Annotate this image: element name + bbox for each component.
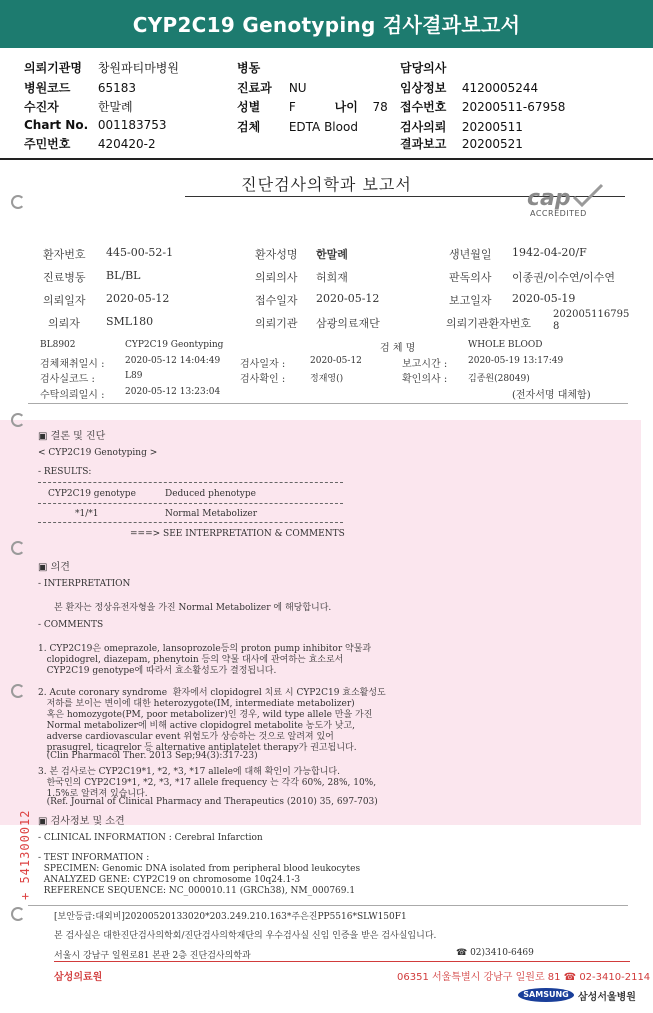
samsung-hospital-name: 삼성서울병원: [578, 992, 636, 1003]
patient-label: 판독의사: [449, 271, 492, 284]
info-section-heading: ▣ 검사정보 및 소견: [38, 816, 125, 827]
patient-value: BL/BL: [106, 269, 141, 282]
footer-org: 삼성의료원: [54, 972, 103, 983]
header-value: 20200521: [461, 137, 523, 151]
comment-line: (Ref. Journal of Clinical Pharmacy and Therapeutics (2010) 35, 697-703): [38, 797, 378, 807]
header-row: [400, 79, 538, 96]
genotype-value: *1/*1: [75, 509, 99, 519]
test-code: BL8902: [40, 340, 76, 350]
header-value: 4120005244: [461, 81, 539, 95]
header-label: 진료과: [237, 81, 272, 95]
patient-value: 202005116795: [553, 309, 630, 320]
received-label: 수탁의뢰일시 :: [40, 390, 105, 401]
comment-line: 3. 본 검사로는 CYP2C19*1, *2, *3, *17 allele에 대해 확인이 가능합니다.: [38, 767, 340, 777]
test-name: CYP2C19 Geontyping: [125, 340, 224, 350]
header-label: 검체: [237, 120, 261, 134]
patient-label: 접수일자: [255, 294, 298, 307]
comment-line: (Clin Pharmacol Ther. 2013 Sep;94(3):317-23): [38, 751, 258, 761]
report-time-value: 2020-05-19 13:17:49: [468, 356, 564, 366]
phone-line: ☎ 02)3410-6469: [456, 948, 534, 958]
section-rule: [28, 905, 628, 906]
patient-label: 보고일자: [449, 294, 492, 307]
punch-hole: [11, 541, 25, 555]
patient-value: 삼광의료재단: [316, 317, 380, 330]
patient-label: 환자번호: [43, 248, 86, 261]
specimen-value: WHOLE BLOOD: [468, 340, 543, 350]
age-label: 나이: [334, 100, 358, 114]
comment-line: adverse cardiovascular event 위험도가 상승하는 것으로 알려져 있어: [38, 732, 334, 742]
patient-value: 8: [553, 321, 560, 332]
header-value: NU: [288, 81, 307, 95]
header-row: [24, 79, 136, 96]
comments-label: - COMMENTS: [38, 620, 104, 630]
header-value: 창원파티마병원: [97, 61, 179, 75]
patient-label: 진료병동: [43, 271, 86, 284]
header-value: F: [288, 100, 296, 114]
header-value: 65183: [97, 81, 137, 95]
patient-value: 2020-05-12: [316, 292, 380, 305]
interpretation-label: - INTERPRETATION: [38, 579, 131, 589]
collect-label: 검체채취일시 :: [40, 359, 105, 370]
header-row: [24, 118, 167, 132]
test-info-line: SPECIMEN: Genomic DNA isolated from peripheral blood leukocytes: [38, 864, 361, 874]
collect-value: 2020-05-12 14:04:49: [125, 356, 221, 366]
address-line: 서울시 강남구 일원로81 본관 2층 진단검사의학과: [54, 951, 251, 961]
samsung-logo: SAMSUNG: [518, 988, 574, 1002]
cyp-heading: < CYP2C19 Genotyping >: [38, 448, 158, 458]
header-label: 검사의뢰: [400, 120, 447, 134]
header-row: [237, 79, 307, 96]
header-value: 한말례: [97, 100, 133, 114]
header-label: 성별: [237, 100, 261, 114]
punch-hole: [11, 413, 25, 427]
col-genotype: CYP2C19 genotype: [48, 489, 136, 499]
confirm-value: 정재영(): [310, 374, 344, 384]
patient-value: 허희재: [316, 271, 348, 284]
confirm-doc-value: 김종원(28049): [468, 374, 530, 384]
confirm-label: 검사확인 :: [240, 374, 286, 385]
header-row: [24, 98, 133, 115]
comment-line: Normal metabolizer에 비해 active clopidogrel metabolite 농도가 낮고,: [38, 721, 356, 731]
cap-logo: cap: [527, 186, 571, 211]
results-label: - RESULTS:: [38, 467, 92, 477]
header-label: 병동: [237, 61, 261, 75]
interpretation-text: 본 환자는 정상유전자형을 가진 Normal Metabolizer 에 해당합니다.: [54, 603, 332, 613]
patient-value: 445-00-52-1: [106, 246, 174, 259]
footer-rule: [54, 961, 630, 962]
report-time-label: 보고시간 :: [402, 359, 448, 370]
test-info-line: - TEST INFORMATION :: [38, 853, 150, 863]
comment-line: 1. CYP2C19은 omeprazole, lansoprozole등의 proton pump inhibitor 약물과: [38, 644, 372, 654]
col-phenotype: Deduced phenotype: [165, 489, 256, 499]
punch-hole: [11, 907, 25, 921]
patient-value: 이종권/이수연/이수연: [512, 271, 616, 284]
comment-line: 한국인의 CYP2C19*1, *2, *3, *17 allele frequency 는 각각 60%, 28%, 10%,: [38, 778, 377, 788]
header-label: 결과보고: [400, 137, 447, 151]
header-label: 병원코드: [24, 81, 71, 95]
age-value: 78: [372, 100, 388, 114]
patient-label: 의뢰일자: [43, 294, 86, 307]
footer-address: 06351 서울특별시 강남구 일원로 81 ☎ 02-3410-2114: [397, 972, 651, 983]
lab-code-value: L89: [125, 371, 143, 381]
patient-label: 생년월일: [449, 248, 492, 261]
header-label: 주민번호: [24, 137, 71, 151]
patient-label: 의뢰자: [48, 317, 80, 330]
security-line: [보안등급:대외비]20200520133020*203.249.210.163*주은진PP5516*SLW150F1: [54, 912, 407, 922]
comment-line: 저하를 보이는 변이에 대한 heterozygote(IM, intermediate metabolizer): [38, 699, 355, 709]
header-label: 수진자: [24, 100, 59, 114]
header-row: [400, 135, 523, 152]
comment-line: 1.5%로 알려져 있습니다.: [38, 789, 148, 799]
results-rule: [38, 503, 343, 504]
header-value: 420420-2: [97, 137, 156, 151]
header-value: EDTA Blood: [288, 120, 358, 134]
comment-line: 2. Acute coronary syndrome 환자에서 clopidogrel 치료 시 CYP2C19 효소활성도: [38, 688, 386, 698]
header-value: 20200511: [461, 120, 523, 134]
header-row: [24, 135, 156, 152]
lab-code-label: 검사실코드 :: [40, 374, 95, 385]
header-row: [400, 98, 565, 115]
header-row: [237, 98, 388, 115]
cap-accredited-label: ACCREDITED: [530, 209, 587, 218]
header-row: [237, 118, 358, 135]
comment-line: CYP2C19 genotype에 따라서 효소활성도가 결정됩니다.: [38, 666, 277, 676]
header-label: 접수번호: [400, 100, 447, 114]
esign-note: (전자서명 대체함): [512, 390, 591, 401]
test-info-line: REFERENCE SEQUENCE: NC_000010.11 (GRCh38), NM_000769.1: [38, 886, 356, 896]
report-title-bar: CYP2C19 Genotyping 검사결과보고서: [0, 0, 653, 48]
results-rule: [38, 522, 343, 523]
header-label: 담당의사: [400, 61, 447, 75]
header-row: [400, 59, 462, 76]
clinical-info: - CLINICAL INFORMATION : Cerebral Infarction: [38, 833, 263, 843]
results-rule: [38, 482, 343, 483]
header-value: 001183753: [97, 118, 167, 132]
confirm-doc-label: 확인의사 :: [402, 374, 448, 385]
cap-check-icon: [570, 183, 606, 209]
phenotype-value: Normal Metabolizer: [165, 509, 258, 519]
patient-label: 의뢰의사: [255, 271, 298, 284]
patient-value: SML180: [106, 315, 154, 328]
patient-label: 의뢰기관환자번호: [446, 317, 532, 330]
comment-line: 혹은 homozygote(PM, poor metabolizer)인 경우, wild type allele 만을 가진: [38, 710, 373, 720]
see-interpretation: ===> SEE INTERPRETATION & COMMENTS: [130, 529, 345, 539]
results-section-heading: ▣ 결론 및 진단: [38, 431, 106, 442]
section-rule: [28, 403, 628, 404]
header-value: 20200511-67958: [461, 100, 566, 114]
header-row: [24, 59, 179, 76]
test-date-label: 검사일자 :: [240, 359, 286, 370]
punch-hole: [11, 195, 25, 209]
received-value: 2020-05-12 13:23:04: [125, 387, 221, 397]
test-info-line: ANALYZED GENE: CYP2C19 on chromosome 10q24.1-3: [38, 875, 301, 885]
patient-value: 2020-05-19: [512, 292, 576, 305]
opinion-section-heading: ▣ 의견: [38, 562, 70, 573]
specimen-label: 검 체 명: [380, 343, 416, 354]
patient-value: 1942-04-20/F: [512, 246, 587, 259]
report-title: 진단검사의학과 보고서: [241, 175, 412, 194]
header-label: 임상정보: [400, 81, 447, 95]
header-label: Chart No.: [24, 118, 89, 132]
patient-value: 2020-05-12: [106, 292, 170, 305]
comment-line: prasugrel, ticagrelor 등 alternative antiplatelet therapy가 권고됩니다.: [38, 743, 357, 753]
patient-label: 환자성명: [255, 248, 298, 261]
comment-line: clopidogrel, diazepam, phenytoin 등의 약물 대사에 관여하는 효소로서: [38, 655, 344, 665]
header-label: 의뢰기관명: [24, 61, 82, 75]
certification-line: 본 검사실은 대한진단검사의학회/진단검사의학재단의 우수검사실 신임 인증을 받은 검사실입니다.: [54, 931, 437, 941]
side-barcode-text: + 541300012: [18, 809, 32, 900]
header-row: [237, 59, 289, 76]
header-row: [400, 118, 523, 135]
patient-value: 한말례: [316, 248, 348, 261]
header-divider: [0, 158, 653, 160]
test-date-value: 2020-05-12: [310, 356, 362, 366]
patient-label: 의뢰기관: [255, 317, 298, 330]
punch-hole: [11, 684, 25, 698]
